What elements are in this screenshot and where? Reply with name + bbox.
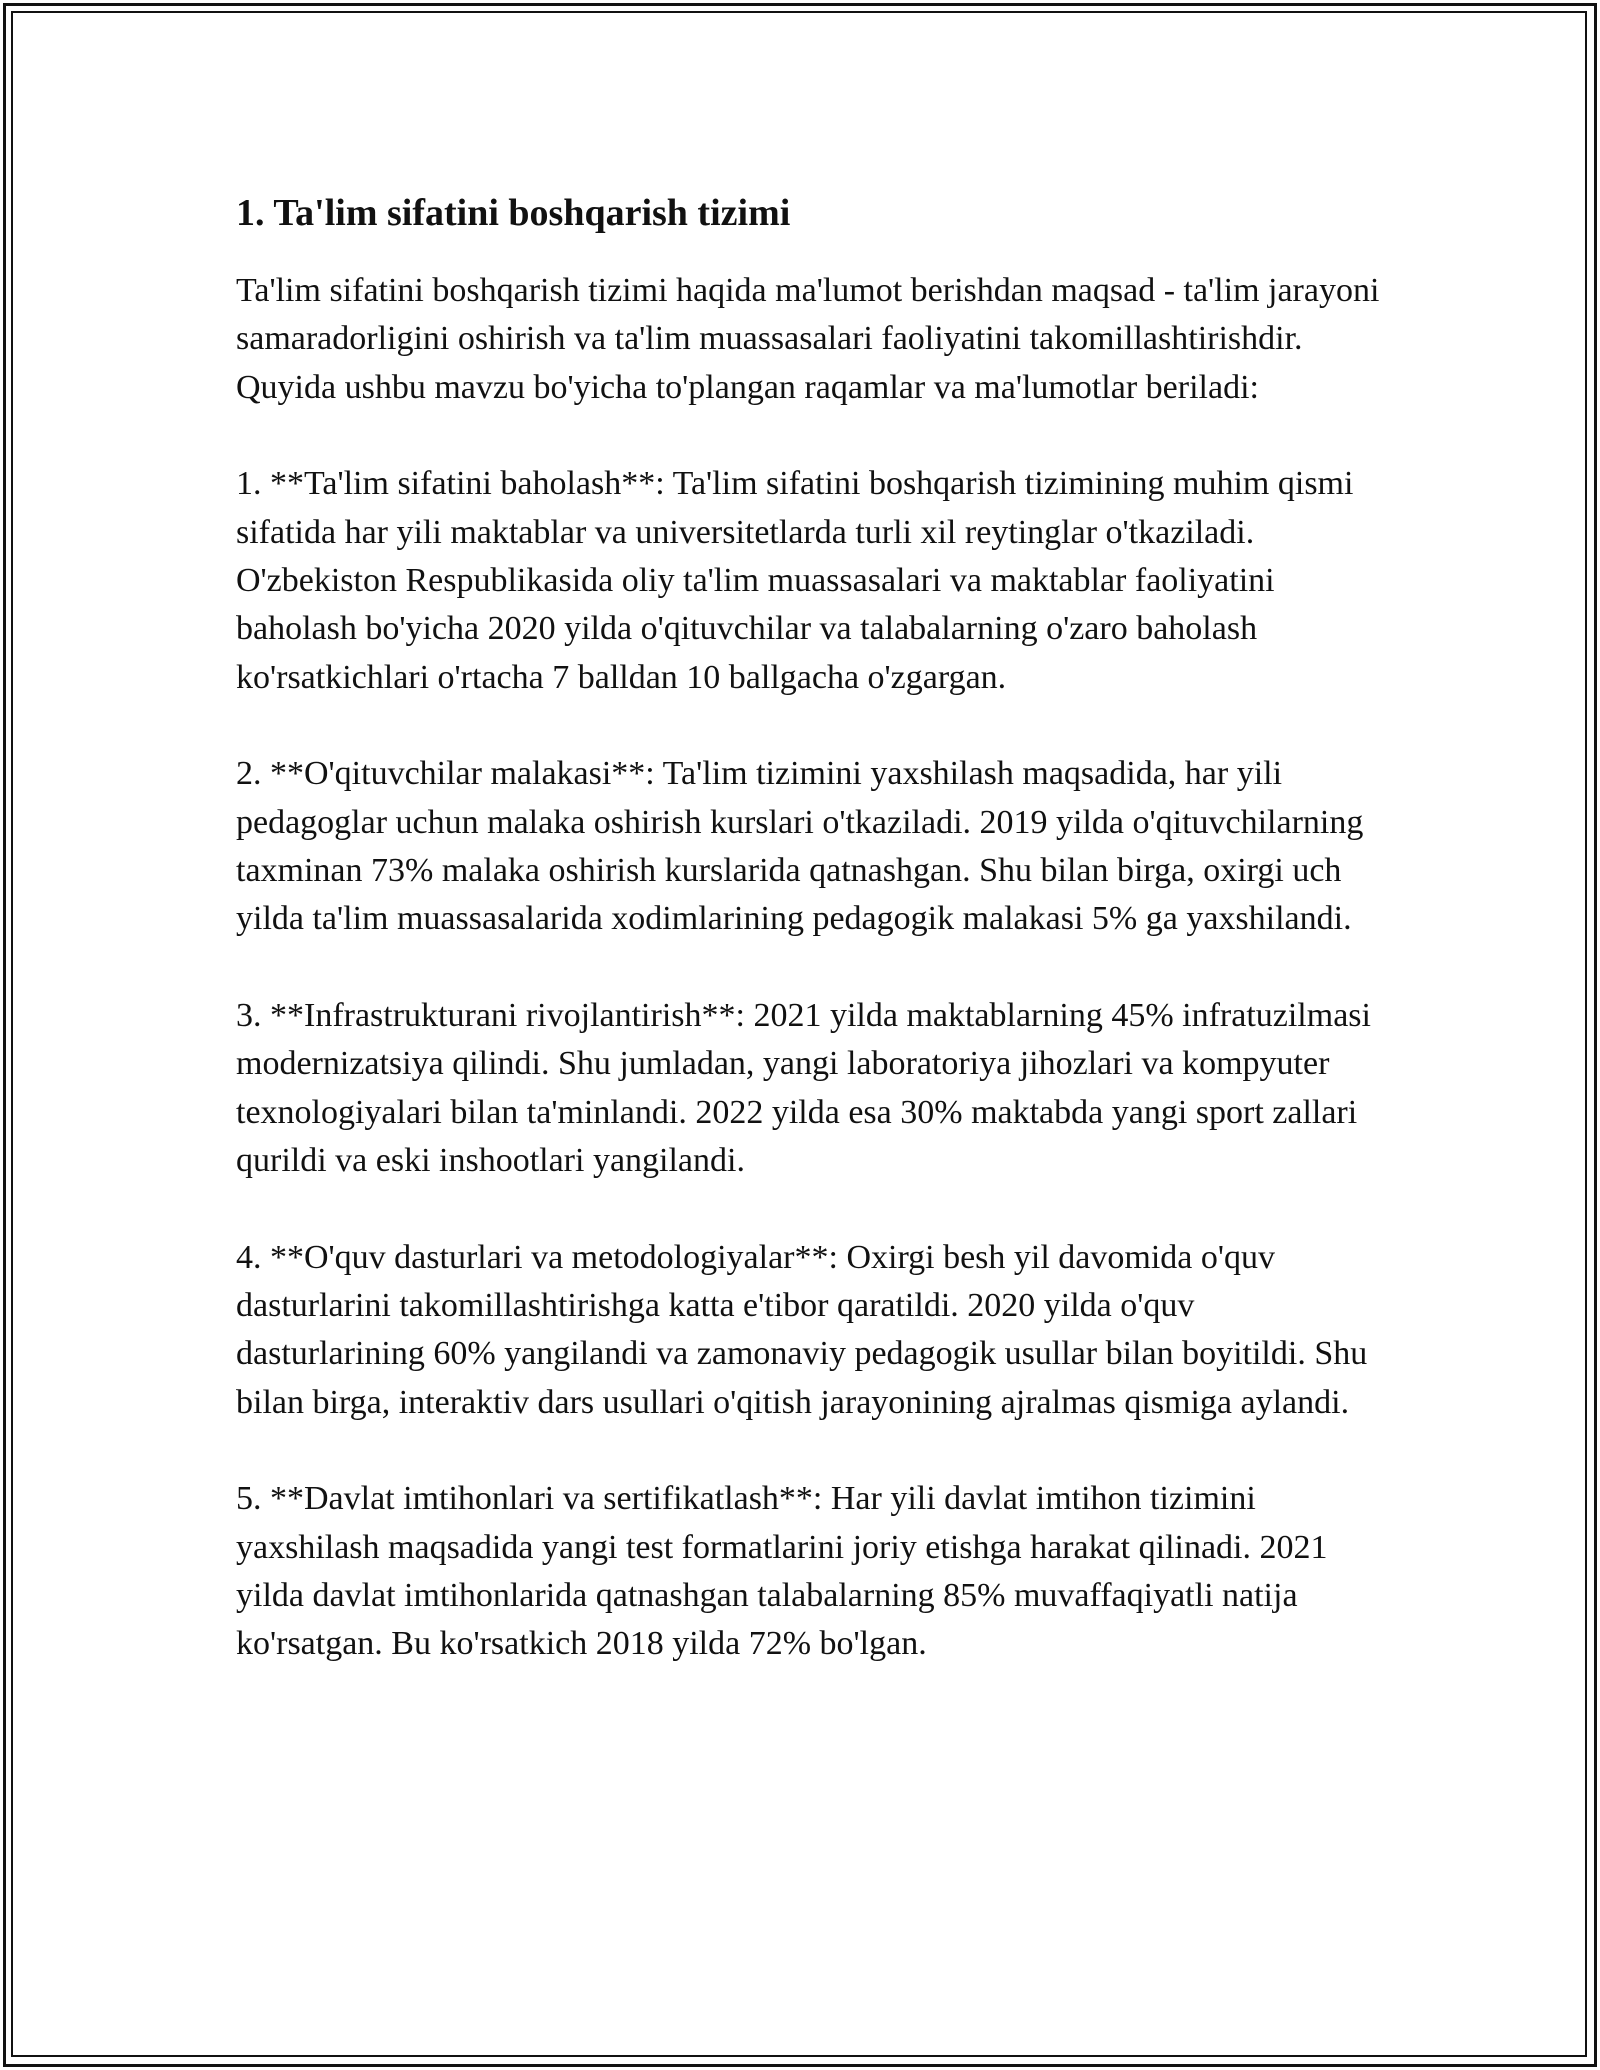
intro-paragraph: Ta'lim sifatini boshqarish tizimi haqida ma'lumot berishdan maqsad - ta'lim jarayoni samaradorligini oshirish va ta'lim muassasalari faoliyatini takomillashtirishdir. Quyida ushbu mavzu bo'yicha to'plangan raqamlar va ma'lumotlar beriladi:: [236, 272, 1380, 406]
section-teacher-qualification: 2. **O'qituvchilar malakasi**: Ta'lim tizimini yaxshilash maqsadida, har yili pedagoglar uchun malaka oshirish kurslari o'tkaziladi. 2019 yilda o'qituvchilarning taxminan 73% malaka oshirish kurslarida qatnashgan. Shu bilan birga, oxirgi uch yilda ta'lim muassasalarida xodimlarining pedagogik malakasi 5% ga yaxshilandi.: [236, 755, 1364, 938]
section-quality-assessment: 1. **Ta'lim sifatini baholash**: Ta'lim sifatini boshqarish tizimining muhim qismi sifatida har yili maktablar va universitetlarda turli xil reytinglar o'tkaziladi. O'zbekiston Respublikasida oliy ta'lim muassasalari va maktablar faoliyatini baholash bo'yicha 2020 yilda o'qituvchilar va talabalarning o'zaro baholash ko'rsatkichlari o'rtacha 7 balldan 10 ballgacha o'zgargan.: [236, 465, 1354, 696]
section-curricula: 4. **O'quv dasturlari va metodologiyalar**: Oxirgi besh yil davomida o'quv dasturlarini takomillashtirishga katta e'tibor qaratildi. 2020 yilda o'quv dasturlarining 60% yangilandi va zamonaviy pedagogik usullar bilan boyitildi. Shu bilan birga, interaktiv dars usullari o'qitish jarayonining ajralmas qismiga aylandi.: [236, 1238, 1368, 1421]
document-body: [236, 185, 1386, 1669]
document-title: 1. Ta'lim sifatini boshqarish tizimi: [236, 192, 791, 234]
section-infrastructure: 3. **Infrastrukturani rivojlantirish**: 2021 yilda maktablarning 45% infratuzilmasi modernizatsiya qilindi. Shu jumladan, yangi laboratoriya jihozlari va kompyuter texnologiyalari bilan ta'minlandi. 2022 yilda esa 30% maktabda yangi sport zallari qurildi va eski inshootlari yangilandi.: [236, 996, 1371, 1180]
section-state-exams: 5. **Davlat imtihonlari va sertifikatlash**: Har yili davlat imtihon tizimini yaxshilash maqsadida yangi test formatlarini joriy etishga harakat qilinadi. 2021 yilda davlat imtihonlarida qatnashgan talabalarning 85% muvaffaqiyatli natija ko'rsatgan. Bu ko'rsatkich 2018 yilda 72% bo'lgan.: [236, 1480, 1328, 1663]
